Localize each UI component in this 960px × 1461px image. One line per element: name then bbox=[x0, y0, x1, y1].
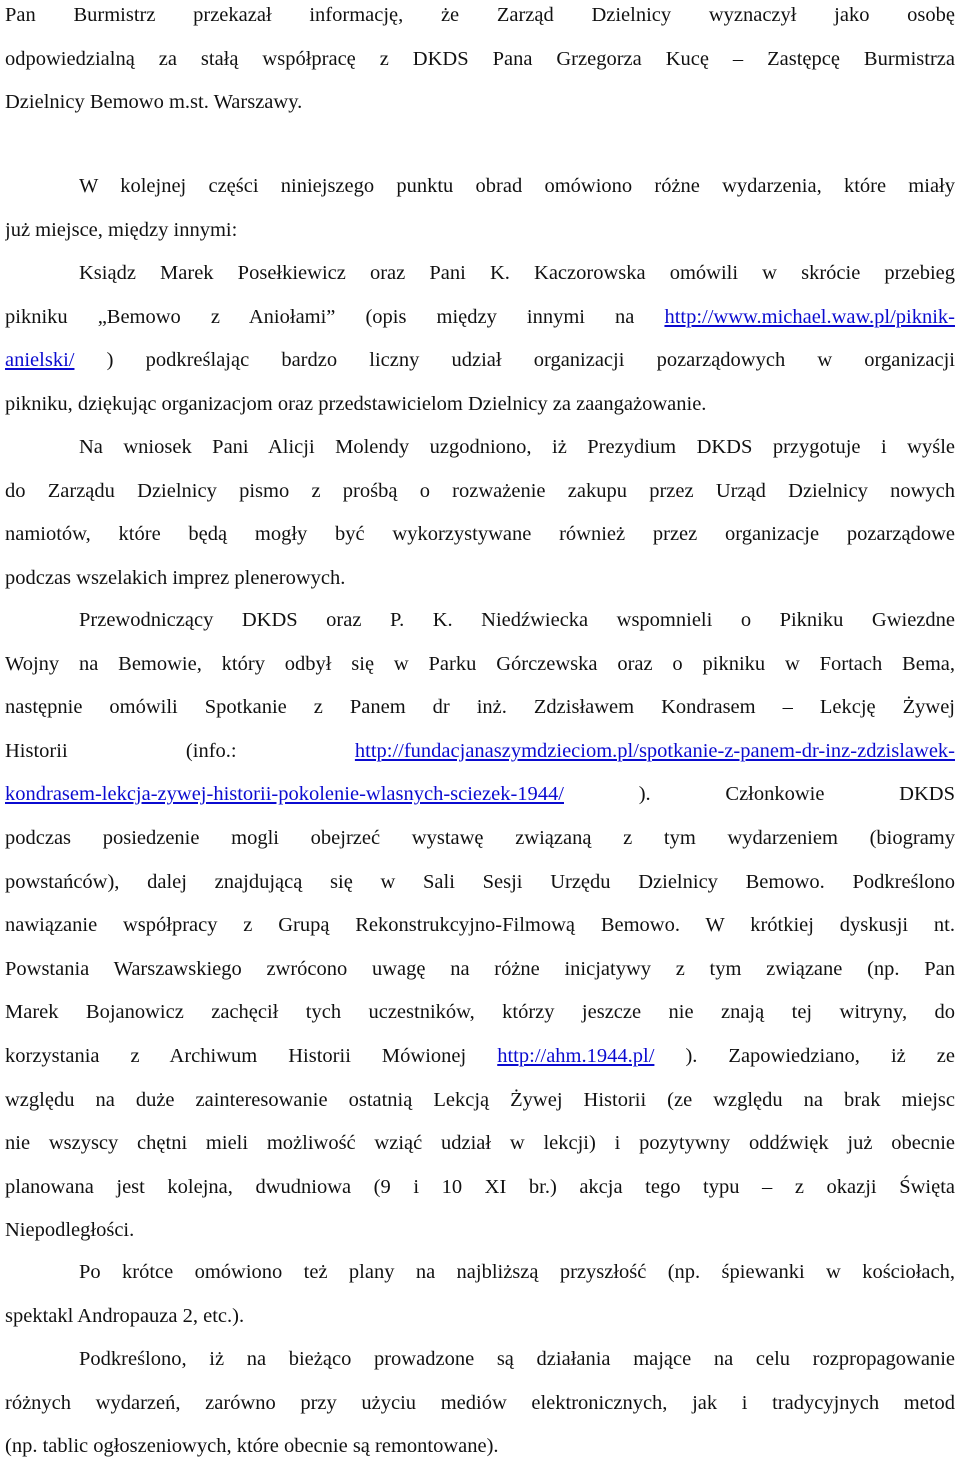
text-run: podczas wszelakich imprez plenerowych. bbox=[5, 566, 346, 589]
text-run: namiotów, które będą mogły być wykorzystywane również przez organizacje pozarządowe bbox=[5, 523, 955, 545]
text-run: Wojny na Bemowie, który odbył się w Parku Górczewska oraz o pikniku w Fortach Bema, bbox=[5, 652, 955, 675]
text-run: Marek Bojanowicz zachęcił tych uczestników, którzy jeszcze nie znają tej witryny, do bbox=[5, 1001, 955, 1024]
hyperlink[interactable]: anielski/ bbox=[5, 349, 75, 371]
text-run: Dzielnicy Bemowo m.st. Warszawy. bbox=[5, 91, 303, 113]
text-run: różnych wydarzeń, zarówno przy użyciu mediów elektronicznych, jak i tradycyjnych metod bbox=[5, 1391, 955, 1414]
text-line bbox=[5, 1431, 955, 1461]
text-run: spektakl Andropauza 2, etc.). bbox=[5, 1304, 245, 1327]
text-line bbox=[5, 954, 955, 984]
text-line bbox=[5, 736, 955, 766]
text-line bbox=[5, 1085, 955, 1115]
text-line bbox=[5, 345, 955, 375]
text-line bbox=[5, 1215, 955, 1245]
text-run: nawiązanie współpracy z Grupą Rekonstrukcyjno-Filmową Bemowo. W krótkiej dyskusji nt. bbox=[5, 914, 955, 937]
text-line bbox=[5, 215, 955, 245]
text-run: następnie omówili Spotkanie z Panem dr inż. Zdzisławem Kondrasem – Lekcję Żywej bbox=[5, 696, 955, 719]
text-run: Niepodległości. bbox=[5, 1219, 135, 1242]
text-line bbox=[5, 867, 955, 897]
text-line bbox=[5, 1301, 955, 1331]
text-run: Pan Burmistrz przekazał informację, że Zarząd Dzielnicy wyznaczył jako osobę bbox=[5, 4, 955, 26]
text-line bbox=[5, 171, 955, 201]
text-line bbox=[5, 1257, 955, 1287]
text-line bbox=[5, 1128, 955, 1158]
text-run: podczas posiedzenie mogli obejrzeć wystawę związaną z tym wydarzeniem (biogramy bbox=[5, 827, 955, 849]
text-run: Na wniosek Pani Alicji Molendy uzgodniono, iż Prezydium DKDS przygotuje i wyśle bbox=[79, 436, 955, 458]
text-line bbox=[5, 823, 955, 853]
text-run: ). Zapowiedziano, iż ze bbox=[654, 1045, 955, 1067]
text-run: już miejsce, między innymi: bbox=[5, 218, 238, 241]
text-line bbox=[5, 432, 955, 462]
text-run: planowana jest kolejna, dwudniowa (9 i 10 XI br.) akcja tego typu – z okazji Święta bbox=[5, 1175, 955, 1198]
text-run: Przewodniczący DKDS oraz P. K. Niedźwiecka wspomnieli o Pikniku Gwiezdne bbox=[79, 609, 955, 631]
hyperlink[interactable]: kondrasem-lekcja-zywej-historii-pokolenie-wlasnych-sciezek-1944/ bbox=[5, 783, 564, 806]
text-line bbox=[5, 258, 955, 288]
text-run: pikniku, dziękując organizacjom oraz przedstawicielom Dzielnicy za zaangażowanie. bbox=[5, 392, 707, 415]
text-run: (np. tablic ogłoszeniowych, które obecnie są remontowane). bbox=[5, 1435, 499, 1457]
text-line bbox=[5, 0, 955, 30]
text-line bbox=[5, 1172, 955, 1202]
text-line bbox=[5, 779, 955, 809]
text-line bbox=[5, 997, 955, 1027]
text-line bbox=[5, 1344, 955, 1374]
text-run: korzystania z Archiwum Historii Mówionej bbox=[5, 1045, 498, 1067]
text-line bbox=[5, 605, 955, 635]
text-run: Podkreślono, iż na bieżąco prowadzone są działania mające na celu rozpropagowanie bbox=[79, 1348, 955, 1370]
text-run: do Zarządu Dzielnicy pismo z prośbą o rozważenie zakupu przez Urząd Dzielnicy nowych bbox=[5, 479, 955, 502]
text-line bbox=[5, 563, 955, 593]
text-line bbox=[5, 302, 955, 332]
text-line bbox=[5, 389, 955, 419]
text-line bbox=[5, 1388, 955, 1418]
text-line bbox=[5, 519, 955, 549]
text-run: ) podkreślając bardzo liczny udział organizacji pozarządowych w organizacji bbox=[74, 349, 955, 371]
hyperlink[interactable]: http://fundacjanaszymdzieciom.pl/spotkanie-z-panem-dr-inz-zdzislawek- bbox=[354, 739, 955, 762]
text-run: względu na duże zainteresowanie ostatnią Lekcją Żywej Historii (ze względu na brak miejsc bbox=[5, 1088, 955, 1111]
text-run: Ksiądz Marek Posełkiewicz oraz Pani K. Kaczorowska omówili w skrócie przebieg bbox=[79, 262, 955, 284]
text-run: ). Członkowie DKDS bbox=[564, 783, 955, 806]
text-line bbox=[5, 476, 955, 506]
text-line bbox=[5, 649, 955, 679]
hyperlink[interactable]: http://ahm.1944.pl/ bbox=[497, 1045, 655, 1067]
text-run: odpowiedzialną za stałą współpracę z DKDS Pana Grzegorza Kucę – Zastępcę Burmistrza bbox=[5, 47, 955, 70]
text-run: Powstania Warszawskiego zwrócono uwagę na różne inicjatywy z tym związane (np. Pan bbox=[5, 957, 955, 980]
text-line bbox=[5, 910, 955, 940]
text-run: powstańców), dalej znajdującą się w Sali Sesji Urzędu Dzielnicy Bemowo. Podkreślono bbox=[5, 870, 955, 893]
text-run: W kolejnej części niniejszego punktu obrad omówiono różne wydarzenia, które miały bbox=[79, 175, 955, 197]
hyperlink[interactable]: http://www.michael.waw.pl/piknik- bbox=[664, 305, 955, 328]
text-run: nie wszyscy chętni mieli możliwość wziąć udział w lekcji) i pozytywny oddźwięk już obecnie bbox=[5, 1132, 955, 1155]
text-run: pikniku „Bemowo z Aniołami” (opis między innymi na bbox=[5, 305, 665, 328]
text-run: Po krótce omówiono też plany na najbliższą przyszłość (np. śpiewanki w kościołach, bbox=[79, 1261, 955, 1283]
text-line bbox=[5, 87, 955, 117]
text-line bbox=[5, 692, 955, 722]
text-line bbox=[5, 1041, 955, 1071]
text-run: Historii (info.: bbox=[5, 739, 355, 762]
text-line bbox=[5, 44, 955, 74]
